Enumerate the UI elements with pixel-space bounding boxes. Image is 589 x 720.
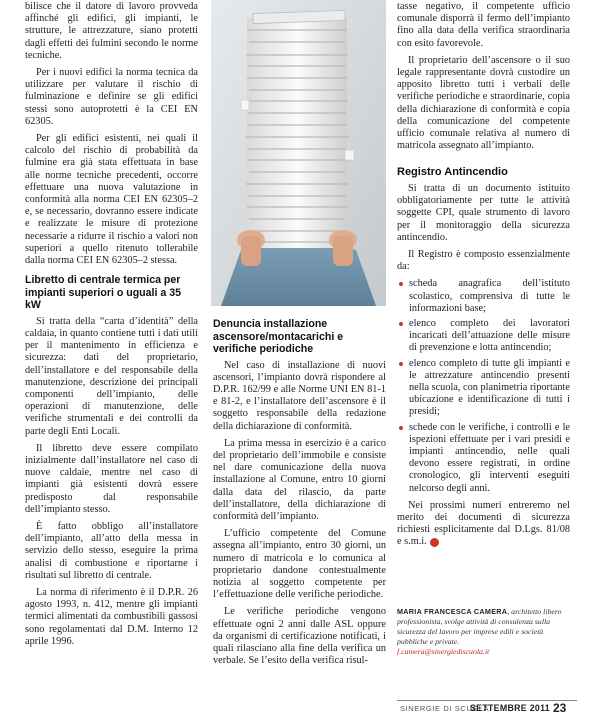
paragraph: Nel caso di installazione di nuovi ascensori, l’impianto dovrà rispondere al D.P.R. 162/99 e alle Norme UNI EN 81-1 e 81-2, e l’installatore dell’ascensore è il soggetto responsabile della redazione della dichiarazione di conformità. [213, 359, 386, 432]
list-item: elenco completo dei lavoratori incaricati dell’attuazione delle misure di prevenzione e lotta antincendio; [397, 318, 570, 355]
article-column-3 [397, 1, 570, 554]
end-of-article-icon: S [430, 538, 439, 547]
author-name: MARIA FRANCESCA CAMERA [397, 607, 508, 616]
paragraph: Si tratta di un documento istituito obbligatoriamente per tutte le attività soggette CPI, quale strumento di lavoro per il monitoraggio della sicurezza antincendio. [397, 182, 570, 243]
paragraph: È fatto obbligo all’installatore dell’impianto, all’atto della messa in servizio dello stesso, eseguire la prima analisi di combustione e riportarne i risultati sul libretto di centrale. [25, 521, 198, 581]
paragraph: Per gli edifici esistenti, nei quali il calcolo del rischio di probabilità da fulmine era già stata effettuata in base alle norme tecniche precedenti, occorre effettuare una nuova valutazione in conformità alla norma CEI EN 62305–2 e, se necessario, dovranno essere indicate e realizzate le misure di protezione necessarie a ridurre il rischio a valori non superiori a quello ritenuto tollerabile dalla norma CEI EN 62305–2 stessa. [25, 133, 198, 267]
list-item: elenco completo di tutte gli impianti e le attrezzature antincendio presenti nella scuola, con planimetria riportante ubicazione e identificazione di tutti i presidi; [397, 358, 570, 419]
bullet-icon [399, 362, 403, 366]
bullet-icon [399, 322, 403, 326]
section-heading-registro: Registro Antincendio [397, 166, 508, 179]
registro-contents-list [397, 278, 570, 494]
paragraph: Nei prossimi numeri entreremo nel merito dei documenti di sicurezza richiesti esplicitamente dal D.Lgs. 81/08 e s.m.i. S [397, 499, 570, 548]
magazine-name: SINERGIE DI SCUOLA [400, 704, 490, 713]
bullet-icon [399, 282, 403, 286]
issue-date: SETTEMBRE 2011 [470, 703, 550, 713]
list-item: scheda anagrafica dell’istituto scolastico, comprensiva di tutte le informazioni base; [397, 278, 570, 315]
author-bio [397, 607, 575, 657]
footer-rule [397, 700, 577, 701]
paragraph: Il Registro è composto essenzialmente da: [397, 248, 570, 273]
bullet-icon [399, 426, 403, 430]
paragraph: Il libretto deve essere compilato inizialmente dall’installatore nel caso di nuove caldaie, mentre nel caso di impianti già esistenti dovrà essere predisposto dal responsabile dell’impianto stesso. [25, 442, 198, 515]
page-footer [0, 700, 589, 720]
author-description: , architetto libero professionista, svolge attività di consulenza sulla sicurezza del lavoro per imprese edili e società pubbliche e private. [397, 607, 562, 646]
list-item: schede con le verifiche, i controlli e le ispezioni effettuate per i vari presidi e impianti antincendio, nelle quali devono essere registrati, in ordine cronologico, gli interventi eseguiti nelcorso degli anni. [397, 422, 570, 495]
paragraph: La prima messa in esercizio è a carico del proprietario dell’immobile e consiste nel dare comunicazione della nuova installazione al Comune, entro 10 giorni dalla data del rilascio, da parte dell’installatore, della dichiarazione di conformità dell’impianto. [213, 437, 386, 522]
paragraph: La norma di riferimento è il D.P.R. 26 agosto 1993, n. 412, mentre gli impianti termici alimentati da combustibili gassosi sono regolamentati dal D.M. Interno 12 aprile 1996. [25, 587, 198, 647]
paragraph: tasse negativo, il competente ufficio comunale disporrà il fermo dell’impianto fino alla data della verifica straordinaria con esito favorevole. [397, 1, 570, 49]
paragraph: L’ufficio competente del Comune assegna all’impianto, entro 30 giorni, un numero di matricola e lo comunica al proprietario dandone contestualmente notizia al soggetto competente per l’effettuazione delle verifiche periodiche. [213, 528, 386, 601]
paragraph: Per i nuovi edifici la norma tecnica da utilizzare per valutare il rischio di fulminazione e definire se gli edifici stessi sono autoprotetti è la CEI EN 62305. [25, 67, 198, 127]
paper-stack-illustration [211, 0, 386, 306]
article-column-1 [25, 1, 198, 653]
paragraph: Il proprietario dell’ascensore o il suo legale rappresentante dovrà custodire un apposito libretto tutti i verbali delle verifiche periodiche e straordinarie, copia della dichiarazione di conformità e copia della comunicazione del competente ufficio comunale relativa al numero di matricola assegnato all’impianto. [397, 54, 570, 152]
paper-stack-photo [211, 0, 386, 306]
page-number: 23 [553, 701, 567, 715]
paragraph: Si tratta della “carta d’identità” della caldaia, in quanto contiene tutti i dati utili per il mantenimento in efficienza e sicurezza: dati del proprietario, dell’installatore e del responsabile della manutenzione, descrizione dei principali componenti dell’impianto, delle operazioni di manutenzione, delle verifiche strumentali e dei controlli da parte degli Enti Locali. [25, 315, 198, 437]
author-email-link[interactable]: f.camera@sinergiediscuola.it [397, 647, 490, 656]
paragraph: Le verifiche periodiche vengono effettuate ogni 2 anni dalle ASL oppure da organismi di certificazione notificati, i quali rilasciano alla fine della verifica un verbale. Se l’esito della verifica risul- [213, 606, 386, 667]
section-heading-ascensore: Denuncia installazione ascensore/montacarichi e verifiche periodiche [213, 318, 344, 355]
article-column-2 [213, 318, 386, 672]
section-heading-libretto: Libretto di centrale termica per impianti superiori o uguali a 35 kW [25, 274, 181, 312]
paragraph: bilisce che il datore di lavoro provveda affinché gli edifici, gli impianti, le strutture, le attrezzature, siano protetti dagli effetti dei fulmini secondo le norme tecniche. [25, 1, 198, 61]
